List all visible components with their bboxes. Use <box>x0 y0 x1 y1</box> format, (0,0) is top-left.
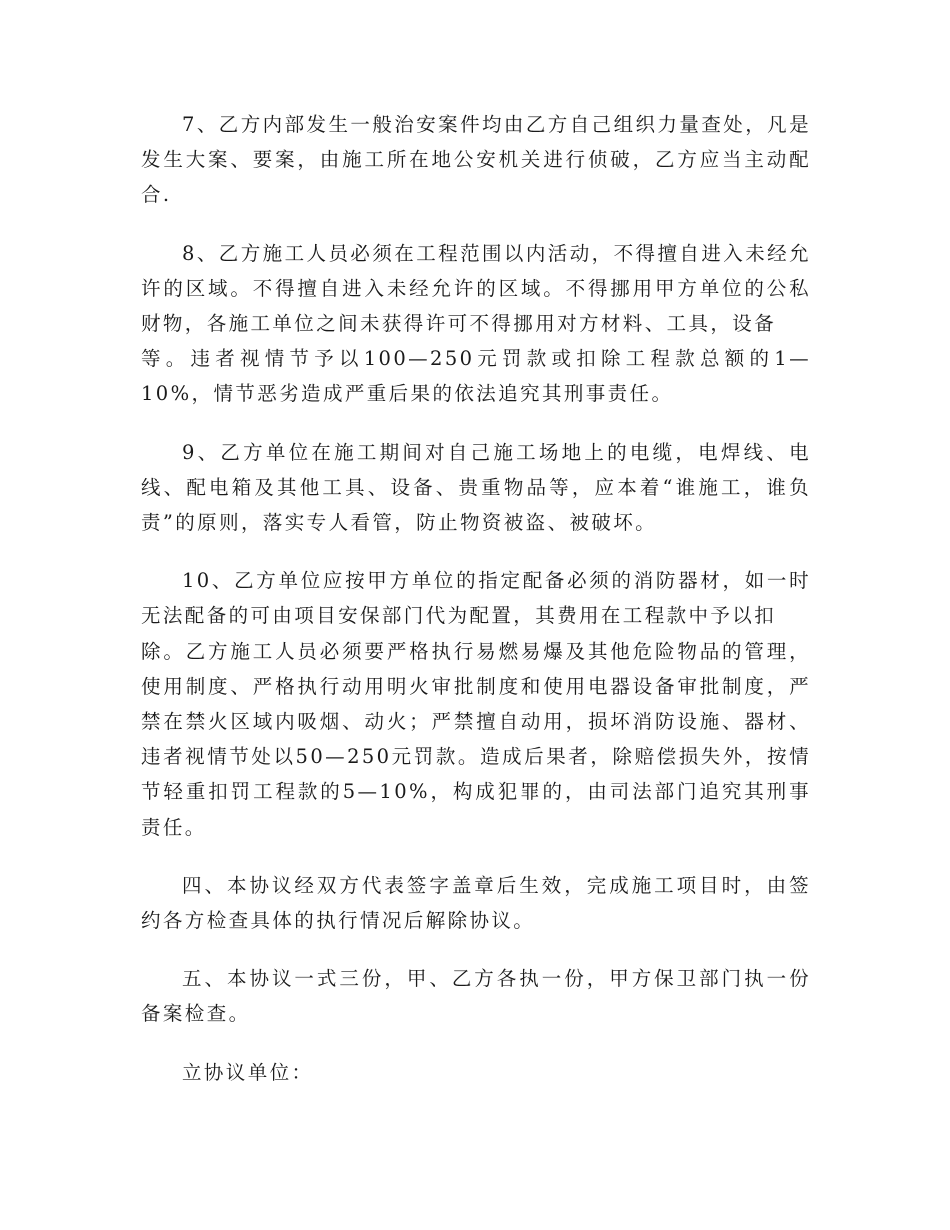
document-body <box>141 107 811 1113</box>
section-five: 五、本协议一式三份，甲、乙方各执一份，甲方保卫部门执一份备案检查。 <box>141 967 811 1026</box>
signing-party-label: 立协议单位： <box>182 1060 314 1084</box>
clause-8: 8、乙方施工人员必须在工程范围以内活动，不得擅自进入未经允许的区域。不得擅自进入未经允许的区域。不得挪用甲方单位的公私财物，各施工单位之间未获得许可不得挪用对方材料、工具，设备 等。违者视情节予以100—250元罚款或扣除工程款总额的1—10%，情节恶劣造成严重后果的依法追究其刑事责任。 <box>141 241 811 406</box>
clause-10: 10、乙方单位应按甲方单位的指定配备必须的消防器材，如一时无法配备的可由项目安保部门代为配置，其费用在工程款中予以扣 除。乙方施工人员必须要严格执行易燃易爆及其他危险物品的管理，使用制度、严格执行动用明火审批制度和使用电器设备审批制度，严禁在禁火区域内吸烟、动火；严禁擅自动用，损坏消防设施、器材、违者视情节处以50—250元罚款。造成后果者，除赔偿损失外，按情节轻重扣罚工程款的5—10%，构成犯罪的，由司法部门追究其刑事责任。 <box>141 569 811 839</box>
clause-9: 9、乙方单位在施工期间对自己施工场地上的电缆，电焊线、电线、配电箱及其他工具、设备、贵重物品等，应本着“谁施工，谁负责”的原则，落实专人看管，防止物资被盗、被破坏。 <box>141 440 811 535</box>
section-four: 四、本协议经双方代表签字盖章后生效，完成施工项目时，由签约各方检查具体的执行情况后解除协议。 <box>141 873 811 933</box>
clause-7: 7、乙方内部发生一般治安案件均由乙方自己组织力量查处，凡是发生大案、要案，由施工所在地公安机关进行侦破，乙方应当主动配合. <box>141 113 811 207</box>
